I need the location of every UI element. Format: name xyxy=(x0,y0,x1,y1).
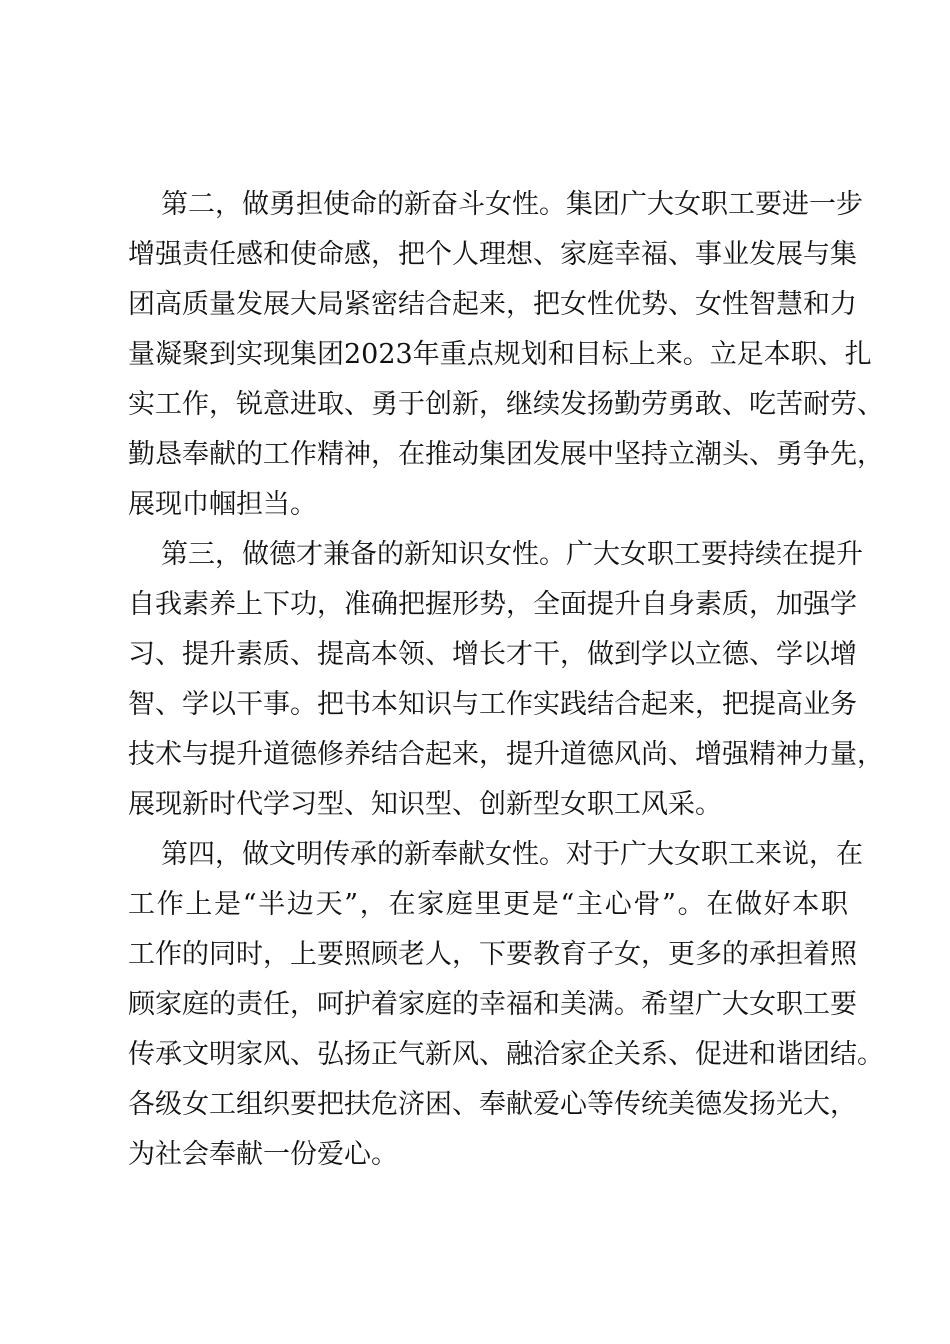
text-line: 增强责任感和使命感，把个人理想、家庭幸福、事业发展与集 xyxy=(128,239,857,270)
paragraph-second xyxy=(128,180,884,530)
text-line: 自我素养上下功，准确把握形势，全面提升自身素质，加强学 xyxy=(128,589,857,620)
text-line: 工作上是“半边天”，在家庭里更是“主心骨”。在做好本职 xyxy=(128,889,848,920)
text-line: 第三，做德才兼备的新知识女性。广大女职工要持续在提升 xyxy=(161,539,863,570)
text-line: 团高质量发展大局紧密结合起来，把女性优势、女性智慧和力 xyxy=(128,289,857,320)
text-line: 展现新时代学习型、知识型、创新型女职工风采。 xyxy=(128,789,722,820)
text-line: 传承文明家风、弘扬正气新风、融洽家企关系、促进和谐团结。 xyxy=(128,1039,884,1070)
text-line: 工作的同时，上要照顾老人，下要教育子女，更多的承担着照 xyxy=(128,939,857,970)
text-line: 顾家庭的责任，呵护着家庭的幸福和美满。希望广大女职工要 xyxy=(128,989,857,1020)
text-line: 各级女工组织要把扶危济困、奉献爱心等传统美德发扬光大， xyxy=(128,1089,857,1120)
document-body xyxy=(128,180,884,1180)
text-line: 展现巾帼担当。 xyxy=(128,489,317,520)
text-line: 勤恳奉献的工作精神，在推动集团发展中坚持立潮头、勇争先， xyxy=(128,439,884,470)
text-line: 实工作，锐意进取、勇于创新，继续发扬勤劳勇敢、吃苦耐劳、 xyxy=(128,389,884,420)
text-line: 技术与提升道德修养结合起来，提升道德风尚、增强精神力量， xyxy=(128,739,884,770)
text-line: 第四，做文明传承的新奉献女性。对于广大女职工来说，在 xyxy=(161,839,863,870)
text-line: 第二，做勇担使命的新奋斗女性。集团广大女职工要进一步 xyxy=(161,189,863,220)
text-line: 量凝聚到实现集团2023年重点规划和目标上来。立足本职、扎 xyxy=(128,339,872,370)
text-line: 智、学以干事。把书本知识与工作实践结合起来，把提高业务 xyxy=(128,689,857,720)
paragraph-fourth xyxy=(128,830,884,1180)
paragraph-third xyxy=(128,530,884,830)
text-line: 为社会奉献一份爱心。 xyxy=(128,1139,398,1170)
text-line: 习、提升素质、提高本领、增长才干，做到学以立德、学以增 xyxy=(128,639,857,670)
